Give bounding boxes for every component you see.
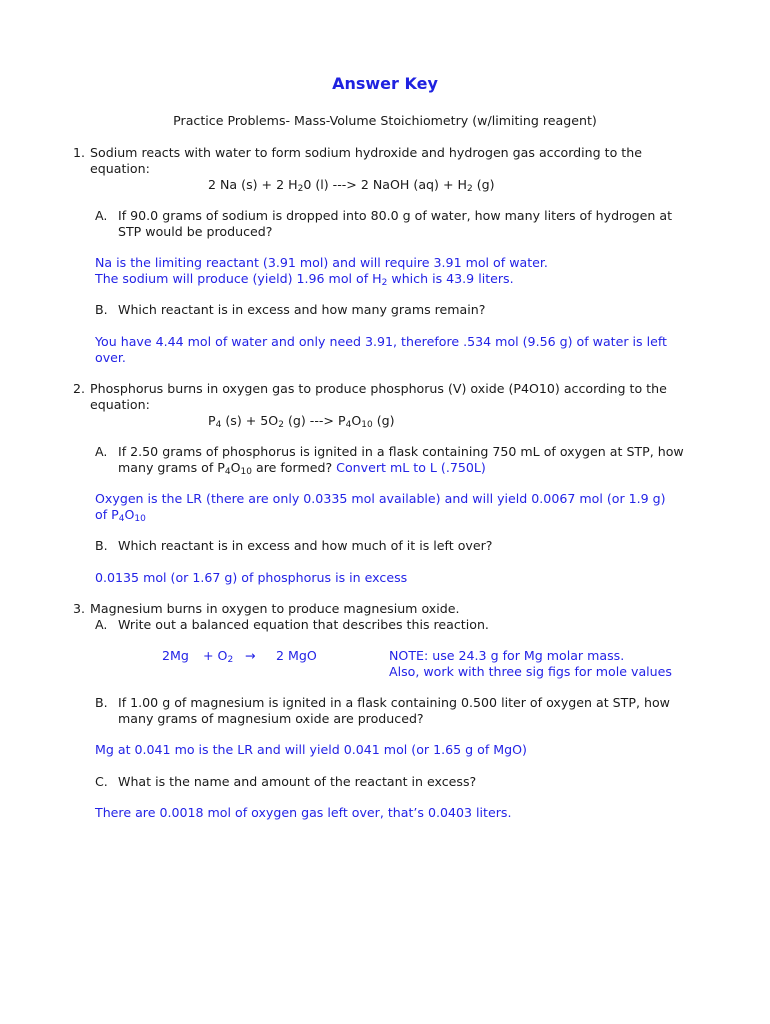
q2a-answer-line1: Oxygen is the LR (there are only 0.0335 mol available) and will yield 0.0067 mol (or 1.9 g) xyxy=(95,491,666,506)
q3b-answer: Mg at 0.041 mo is the LR and will yield 0.041 mol (or 1.65 g of MgO) xyxy=(95,742,527,757)
q3a-question: Write out a balanced equation that describes this reaction. xyxy=(118,617,489,632)
q2b-answer: 0.0135 mol (or 1.67 g) of phosphorus is in excess xyxy=(95,570,408,585)
q1a-answer-line2: The sodium will produce (yield) 1.96 mol of $H_2$ which is 43.9 liters. xyxy=(95,271,514,288)
q3a-note-line1: NOTE: use 24.3 g for Mg molar mass. xyxy=(389,648,625,663)
q1b-answer-line2: over. xyxy=(95,350,126,365)
q2-text-line1: Phosphorus burns in oxygen gas to produce phosphorus (V) oxide (P4O10) according to the xyxy=(90,381,667,396)
q1b-letter: B. xyxy=(95,302,108,317)
q2-equation: $P_4$ $(s) + 5O_2$ (g) ---> $P_4O_{10}$ (g) xyxy=(208,413,395,430)
q3-text-line1: Magnesium burns in oxygen to produce magnesium oxide. xyxy=(90,601,460,616)
q3b-question-line1: If 1.00 g of magnesium is ignited in a flask containing 0.500 liter of oxygen at STP, how xyxy=(118,695,670,710)
q2a-question-line2: many grams of $P_4O_{10}$ are formed? Convert mL to L (.750L) xyxy=(118,460,486,477)
q1a-question-line1: If 90.0 grams of sodium is dropped into 80.0 g of water, how many liters of hydrogen at xyxy=(118,208,673,223)
q2a-conversion-note: Convert mL to L (.750L) xyxy=(336,460,486,475)
q2b-letter: B. xyxy=(95,538,108,553)
q3b-letter: B. xyxy=(95,695,108,710)
q3a-note-line2: Also, work with three sig figs for mole values xyxy=(389,664,672,679)
q1a-letter: A. xyxy=(95,208,108,223)
q1a-question-line2: STP would be produced? xyxy=(118,224,273,239)
q1-number: 1. xyxy=(73,145,86,160)
q1-text-line2: equation: xyxy=(90,161,150,176)
q2a-answer-line2: of $P_4O_{10}$ xyxy=(95,507,146,524)
q1-text-line1: Sodium reacts with water to form sodium hydroxide and hydrogen gas according to the xyxy=(90,145,642,160)
q1-equation: 2 Na (s) + 2 $H_20$ (l) ---> 2 NaOH $(aq) + H_2$ (g) xyxy=(208,177,495,194)
q3b-question-line2: many grams of magnesium oxide are produced? xyxy=(118,711,424,726)
q3c-answer: There are 0.0018 mol of oxygen gas left over, that’s 0.0403 liters. xyxy=(95,805,512,820)
q3c-letter: C. xyxy=(95,774,108,789)
q3c-question: What is the name and amount of the reactant in excess? xyxy=(118,774,477,789)
page-subtitle: Practice Problems- Mass-Volume Stoichiometry (w/limiting reagent) xyxy=(173,113,597,128)
page-title: Answer Key xyxy=(332,74,438,93)
q3-number: 3. xyxy=(73,601,86,616)
q3a-equation-reactant-mg: 2Mg xyxy=(162,648,189,663)
q3a-equation-product: 2 MgO xyxy=(276,648,317,663)
q1a-answer-line1: Na is the limiting reactant (3.91 mol) and will require 3.91 mol of water. xyxy=(95,255,548,270)
q2-number: 2. xyxy=(73,381,86,396)
q3a-equation-reactant-o2: + $O_2$ xyxy=(203,648,234,665)
q2-text-line2: equation: xyxy=(90,397,150,412)
q3a-letter: A. xyxy=(95,617,108,632)
q3a-equation-arrow: → xyxy=(245,648,256,663)
q1b-answer-line1: You have 4.44 mol of water and only need 3.91, therefore .534 mol (9.56 g) of water is left xyxy=(95,334,667,349)
q2a-question-line1: If 2.50 grams of phosphorus is ignited in a flask containing 750 mL of oxygen at STP, how xyxy=(118,444,684,459)
q2b-question: Which reactant is in excess and how much of it is left over? xyxy=(118,538,493,553)
q1b-question: Which reactant is in excess and how many grams remain? xyxy=(118,302,486,317)
q2a-letter: A. xyxy=(95,444,108,459)
